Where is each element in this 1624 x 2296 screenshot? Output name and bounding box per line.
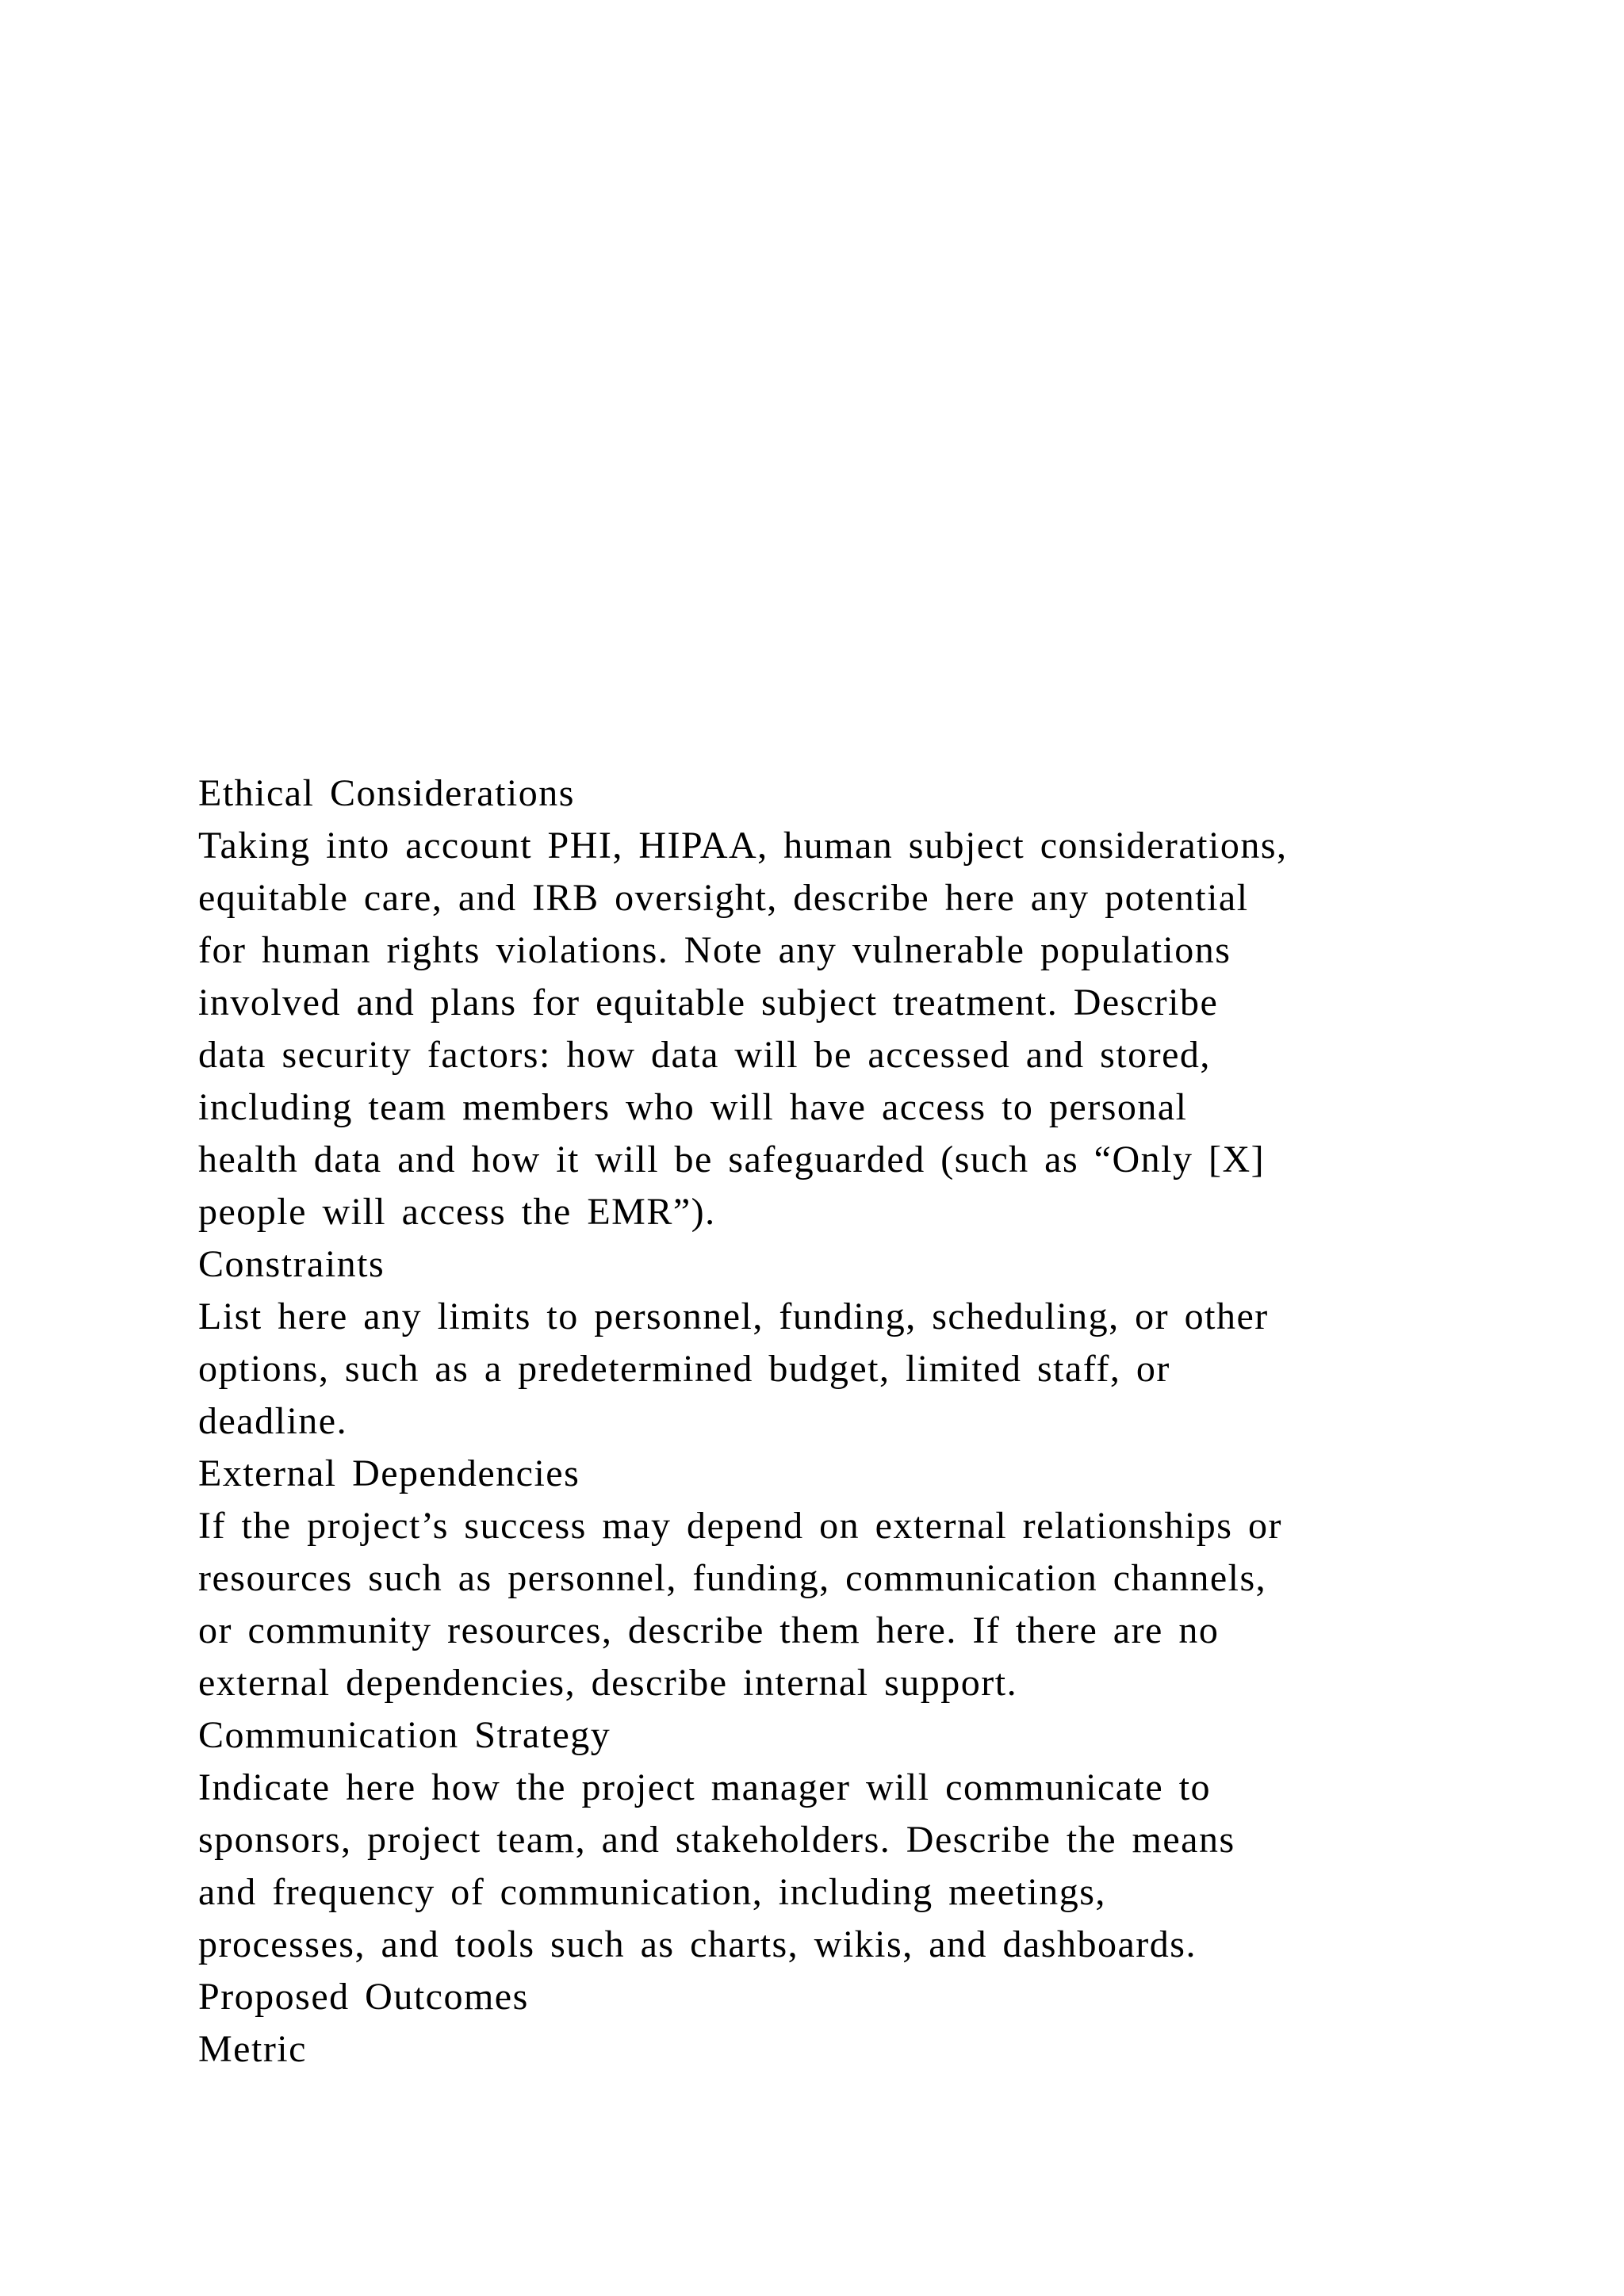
paragraph-line: deadline. bbox=[198, 1400, 348, 1442]
heading-external-dependencies: External Dependencies bbox=[198, 1452, 580, 1494]
paragraph-line: and frequency of communication, including meetings, bbox=[198, 1871, 1106, 1913]
paragraph-line: processes, and tools such as charts, wikis, and dashboards. bbox=[198, 1923, 1197, 1965]
heading-constraints: Constraints bbox=[198, 1243, 385, 1285]
paragraph-line: List here any limits to personnel, funding, scheduling, or other bbox=[198, 1295, 1269, 1337]
paragraph-line: If the project’s success may depend on external relationships or bbox=[198, 1505, 1282, 1547]
document-body bbox=[198, 767, 1530, 2076]
paragraph-line: Taking into account PHI, HIPAA, human subject considerations, bbox=[198, 825, 1288, 867]
paragraph-line: Indicate here how the project manager will communicate to bbox=[198, 1766, 1212, 1808]
heading-metric: Metric bbox=[198, 2028, 307, 2070]
paragraph-line: external dependencies, describe internal support. bbox=[198, 1662, 1018, 1704]
paragraph-line: or community resources, describe them here. If there are no bbox=[198, 1609, 1220, 1651]
paragraph-line: equitable care, and IRB oversight, describe here any potential bbox=[198, 877, 1249, 919]
paragraph-line: options, such as a predetermined budget, limited staff, or bbox=[198, 1348, 1170, 1390]
paragraph-line: resources such as personnel, funding, communication channels, bbox=[198, 1557, 1267, 1599]
paragraph-line: data security factors: how data will be accessed and stored, bbox=[198, 1034, 1211, 1076]
heading-proposed-outcomes: Proposed Outcomes bbox=[198, 1976, 529, 2018]
heading-communication-strategy: Communication Strategy bbox=[198, 1714, 611, 1756]
paragraph-line: health data and how it will be safeguarded (such as “Only [X] bbox=[198, 1138, 1266, 1181]
paragraph-line: for human rights violations. Note any vulnerable populations bbox=[198, 929, 1231, 971]
paragraph-line: involved and plans for equitable subject treatment. Describe bbox=[198, 982, 1219, 1024]
paragraph-line: sponsors, project team, and stakeholders. Describe the means bbox=[198, 1819, 1235, 1861]
paragraph-line: including team members who will have access to personal bbox=[198, 1086, 1188, 1128]
paragraph-line: people will access the EMR”). bbox=[198, 1191, 716, 1233]
heading-ethical-considerations: Ethical Considerations bbox=[198, 772, 575, 814]
